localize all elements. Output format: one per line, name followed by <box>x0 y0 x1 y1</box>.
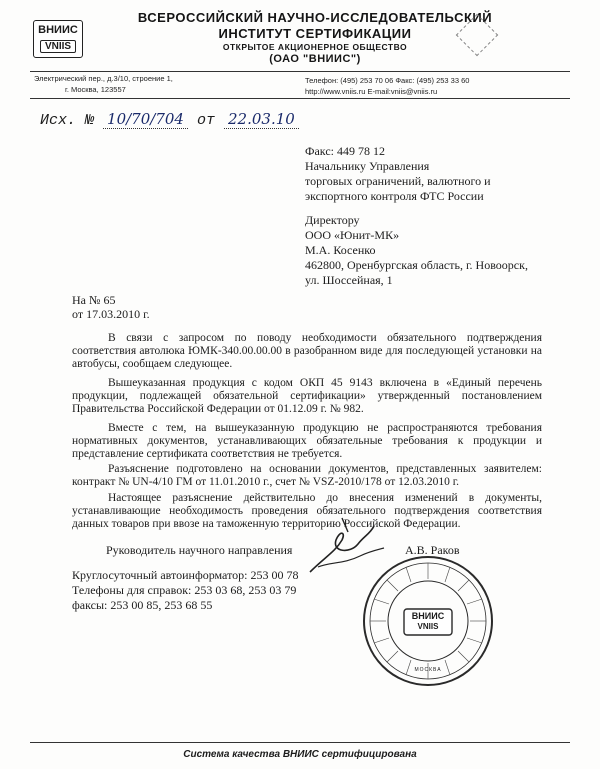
signatory-title: Руководитель научного направления <box>106 543 293 557</box>
outgoing-number: 10/70/704 <box>103 110 188 129</box>
address-line1: Электрический пер., д.3/10, строение 1, <box>34 74 173 83</box>
reference-date: от 17.03.2010 г. <box>72 307 150 321</box>
org-name-line1: ВСЕРОССИЙСКИЙ НАУЧНО-ИССЛЕДОВАТЕЛЬСКИЙ <box>137 10 493 25</box>
outgoing-prefix: Исх. № <box>40 112 95 129</box>
contact-line: Круглосуточный автоинформатор: 253 00 78 <box>72 568 299 582</box>
recipient-line: ООО «Юнит-МК» <box>305 228 400 242</box>
official-stamp <box>358 551 498 691</box>
logo-text-top: ВНИИС <box>38 24 78 36</box>
outgoing-date: 22.03.10 <box>224 110 299 129</box>
stamp-text-top: ВНИИС <box>411 611 445 621</box>
stamp-text-bottom: VNIIS <box>417 622 439 631</box>
phone-fax: Телефон: (495) 253 70 06 Факс: (495) 253 33 60 <box>305 76 470 85</box>
header-rule-top <box>30 71 570 72</box>
recipient-line: торговых ограничений, валютного и <box>305 174 491 188</box>
web-email: http://www.vniis.ru E-mail:vniis@vniis.ru <box>305 87 438 96</box>
recipient-line: Начальнику Управления <box>305 159 430 173</box>
quality-footer: Система качества ВНИИС сертифицирована <box>183 749 417 760</box>
vniis-logo <box>33 20 83 58</box>
org-name-line2: ИНСТИТУТ СЕРТИФИКАЦИИ <box>218 26 412 41</box>
stamp-city: МОСКВА <box>414 667 442 673</box>
recipient-fax: Факс: 449 78 12 <box>305 144 385 158</box>
reference-number: На № 65 <box>72 293 116 307</box>
org-short-name: (ОАО "ВНИИС") <box>269 53 361 65</box>
body-paragraph: Вышеуказанная продукция с кодом ОКП 45 9143 включена в «Единый перечень продукции, подлежащей обязательной сертификации» утвержденный постановлением Правительства Российской Федерации от 01.12.09 г. № 982. <box>72 377 542 415</box>
contact-line: факсы: 253 00 85, 253 68 55 <box>72 598 213 612</box>
recipient-line: 462800, Оренбургская область, г. Новоорск, <box>305 258 528 272</box>
signatory-name: А.В. Раков <box>405 543 460 557</box>
recipient-line: экспортного контроля ФТС России <box>305 189 484 203</box>
body-paragraph: Разъяснение подготовлено на основании документов, представленных заявителем: контракт № UN-4/10 ГМ от 11.01.2010 г., счет № VSZ-2010/178 от 12.03.2010 г. <box>72 463 542 488</box>
body-paragraph: Настоящее разъяснение действительно до внесения изменений в документы, устанавливающие необходимость проведения обязательного подтверждения соответствия данных товаров при ввозе на таможенную территорию Российской Федерации. <box>72 492 542 530</box>
body-paragraph: Вместе с тем, на вышеуказанную продукцию не распространяются требования нормативных документов, устанавливающих обязательные требования к продукции и представление сертификата соответствия не требуется. <box>72 422 542 460</box>
recipient-line: Директору <box>305 213 360 227</box>
recipient-line: М.А. Косенко <box>305 243 376 257</box>
header-rule-bottom <box>30 98 570 99</box>
outgoing-date-prefix: от <box>196 112 215 129</box>
footer-rule <box>30 742 570 743</box>
recipient-line: ул. Шоссейная, 1 <box>305 273 393 287</box>
body-paragraph: В связи с запросом по поводу необходимости обязательного подтверждения соответствия автолюка ЮМК-340.00.00.00 в разобранном виде для последующей установки на автобусы, сообщаем следующее. <box>72 332 542 370</box>
contact-line: Телефоны для справок: 253 03 68, 253 03 79 <box>72 583 297 597</box>
address-line2: г. Москва, 123557 <box>65 85 126 94</box>
logo-text-bottom: VNIIS <box>40 40 76 53</box>
outgoing-number-line <box>40 110 299 129</box>
org-form: ОТКРЫТОЕ АКЦИОНЕРНОЕ ОБЩЕСТВО <box>222 42 408 52</box>
